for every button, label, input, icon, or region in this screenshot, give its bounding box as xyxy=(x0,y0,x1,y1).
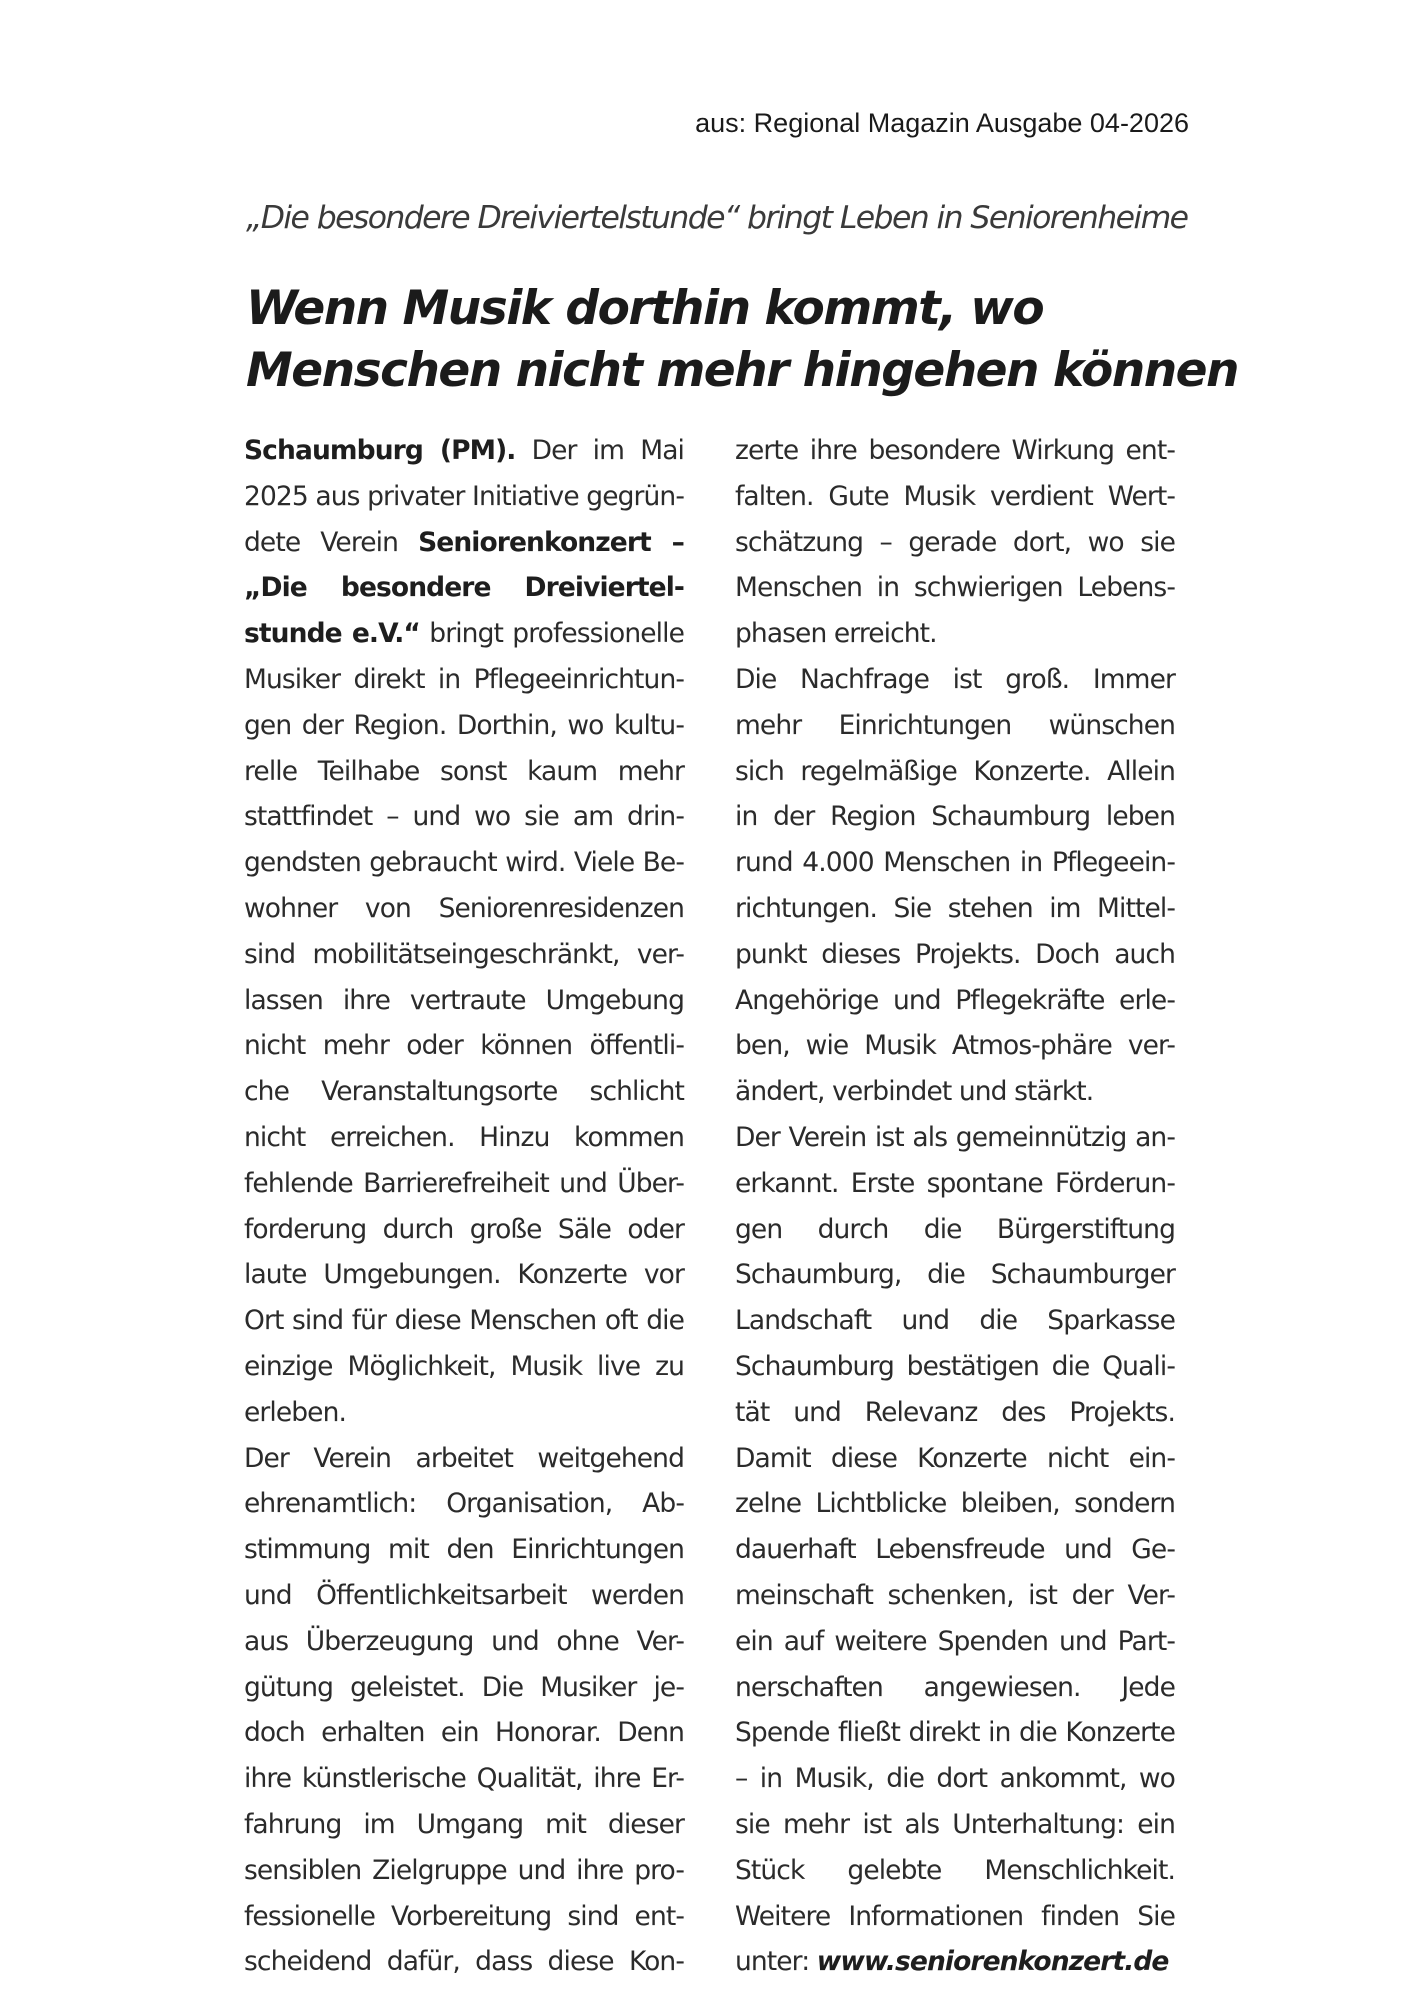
text-line: sich regelmäßige Konzerte. Allein xyxy=(735,755,1175,787)
text-line: erkannt. Erste spontane Förderun- xyxy=(735,1167,1175,1199)
text-line: sensiblen Zielgruppe und ihre pro- xyxy=(244,1854,684,1886)
text-line: ehrenamtlich: Organisation, Ab- xyxy=(244,1488,684,1520)
text-line: ben, wie Musik Atmos-phäre ver- xyxy=(735,1030,1175,1062)
text-line: nerschaften angewiesen. Jede xyxy=(735,1671,1175,1703)
text-line: nicht mehr oder können öffentli- xyxy=(244,1030,684,1062)
text-line: 2025 aus privater Initiative gegrün- xyxy=(244,480,684,512)
org-name: „Die besondere Dreiviertel- xyxy=(244,572,684,604)
website-link[interactable]: www.seniorenkonzert.de xyxy=(816,1946,1169,1978)
text-line: Spende fließt direkt in die Konzerte xyxy=(735,1717,1175,1749)
text-line xyxy=(244,565,684,611)
text-line: che Veranstaltungsorte schlicht xyxy=(244,1076,684,1108)
text-line: stattfindet – und wo sie am drin- xyxy=(244,801,684,833)
text-line: aus Überzeugung und ohne Ver- xyxy=(244,1625,684,1657)
text-line: Menschen in schwierigen Lebens- xyxy=(735,572,1175,604)
text-line: gen der Region. Dorthin, wo kultu- xyxy=(244,709,684,741)
text-line: doch erhalten ein Honorar. Denn xyxy=(244,1717,684,1749)
text-line: forderung durch große Säle oder xyxy=(244,1213,684,1245)
text-line: phasen erreicht. xyxy=(735,618,937,650)
text-line: Landschaft und die Sparkasse xyxy=(735,1305,1175,1337)
text-line: fahrung im Umgang mit dieser xyxy=(244,1808,684,1840)
text-line: gen durch die Bürgerstiftung xyxy=(735,1213,1175,1245)
text-line: sie mehr ist als Unterhaltung: ein xyxy=(735,1808,1175,1840)
text-line: lassen ihre vertraute Umgebung xyxy=(244,984,684,1016)
text-line: stunde e.V.“ bringt professionelle xyxy=(244,618,684,650)
text-line: und Öffentlichkeitsarbeit werden xyxy=(244,1579,684,1611)
text-line: tät und Relevanz des Projekts. xyxy=(735,1396,1175,1428)
dateline: Schaumburg (PM). xyxy=(244,435,516,466)
article-column-left xyxy=(244,428,684,1985)
text-line: relle Teilhabe sonst kaum mehr xyxy=(244,755,684,787)
text-line: ihre künstlerische Qualität, ihre Er- xyxy=(244,1763,684,1795)
text-line: in der Region Schaumburg leben xyxy=(735,801,1175,833)
article-headline xyxy=(246,278,1239,402)
text-line: meinschaft schenken, ist der Ver- xyxy=(735,1579,1175,1611)
text-line: Damit diese Konzerte nicht ein- xyxy=(735,1442,1175,1474)
text-line: Musiker direkt in Pflegeeinrichtun- xyxy=(244,663,684,695)
text-line: sind mobilitätseingeschränkt, ver- xyxy=(244,938,684,970)
text-line: punkt dieses Projekts. Doch auch xyxy=(735,938,1175,970)
text-line: zerte ihre besondere Wirkung ent- xyxy=(735,435,1175,466)
text-line: schätzung – gerade dort, wo sie xyxy=(735,526,1175,558)
text-line: ändert, verbindet und stärkt. xyxy=(735,1076,1094,1108)
text-line: – in Musik, die dort ankommt, wo xyxy=(735,1763,1175,1795)
text-line: stimmung mit den Einrichtungen xyxy=(244,1534,684,1566)
text-line: gütung geleistet. Die Musiker je- xyxy=(244,1671,684,1703)
text-line: Der Verein ist als gemeinnützig an- xyxy=(735,1121,1175,1153)
text-line: fehlende Barrierefreiheit und Über- xyxy=(244,1167,684,1199)
text-line: ein auf weitere Spenden und Part- xyxy=(735,1625,1175,1657)
text-line: dauerhaft Lebensfreude und Ge- xyxy=(735,1534,1175,1566)
text-line: Schaumburg bestätigen die Quali- xyxy=(735,1350,1175,1382)
text-line: dete Verein Seniorenkonzert – xyxy=(244,526,684,558)
text-line: Schaumburg (PM). Der im Mai xyxy=(244,435,684,466)
text-line: Schaumburg, die Schaumburger xyxy=(735,1259,1175,1291)
text-line: gendsten gebraucht wird. Viele Be- xyxy=(244,847,684,879)
text-line: Ort sind für diese Menschen oft die xyxy=(244,1305,684,1337)
text-line: mehr Einrichtungen wünschen xyxy=(735,709,1175,741)
headline-line-1: Wenn Musik dorthin kommt, wo xyxy=(246,281,1044,336)
text-line: einzige Möglichkeit, Musik live zu xyxy=(244,1350,684,1382)
org-name: Seniorenkonzert – xyxy=(418,526,684,558)
text-line: Stück gelebte Menschlichkeit. xyxy=(735,1854,1175,1886)
text-line: Angehörige und Pflegekräfte erle- xyxy=(735,984,1175,1016)
text-line: zelne Lichtblicke bleiben, sondern xyxy=(735,1488,1175,1520)
text-line: fessionelle Vorbereitung sind ent- xyxy=(244,1900,684,1932)
text-line: Weitere Informationen finden Sie xyxy=(735,1900,1175,1932)
text-line: nicht erreichen. Hinzu kommen xyxy=(244,1121,684,1153)
text-line: scheidend dafür, dass diese Kon- xyxy=(244,1946,684,1978)
article-kicker: „Die besondere Dreiviertelstunde“ bringt Leben in Seniorenheime xyxy=(246,200,1188,236)
text-line: falten. Gute Musik verdient Wert- xyxy=(735,480,1175,512)
text-line: laute Umgebungen. Konzerte vor xyxy=(244,1259,684,1291)
text-line: rund 4.000 Menschen in Pflegeein- xyxy=(735,847,1175,879)
org-name: stunde e.V.“ xyxy=(244,618,420,650)
text-line: richtungen. Sie stehen im Mittel- xyxy=(735,892,1175,924)
text-line: wohner von Seniorenresidenzen xyxy=(244,892,684,924)
article-column-right xyxy=(735,428,1175,1985)
text-line: Der Verein arbeitet weitgehend xyxy=(244,1442,684,1474)
text-line: Die Nachfrage ist groß. Immer xyxy=(735,663,1175,695)
headline-line-2: Menschen nicht mehr hingehen können xyxy=(246,343,1239,398)
text-line: erleben. xyxy=(244,1396,347,1428)
source-line: aus: Regional Magazin Ausgabe 04-2026 xyxy=(695,108,1189,138)
text-line: unter: www.seniorenkonzert.de xyxy=(735,1946,1169,1978)
